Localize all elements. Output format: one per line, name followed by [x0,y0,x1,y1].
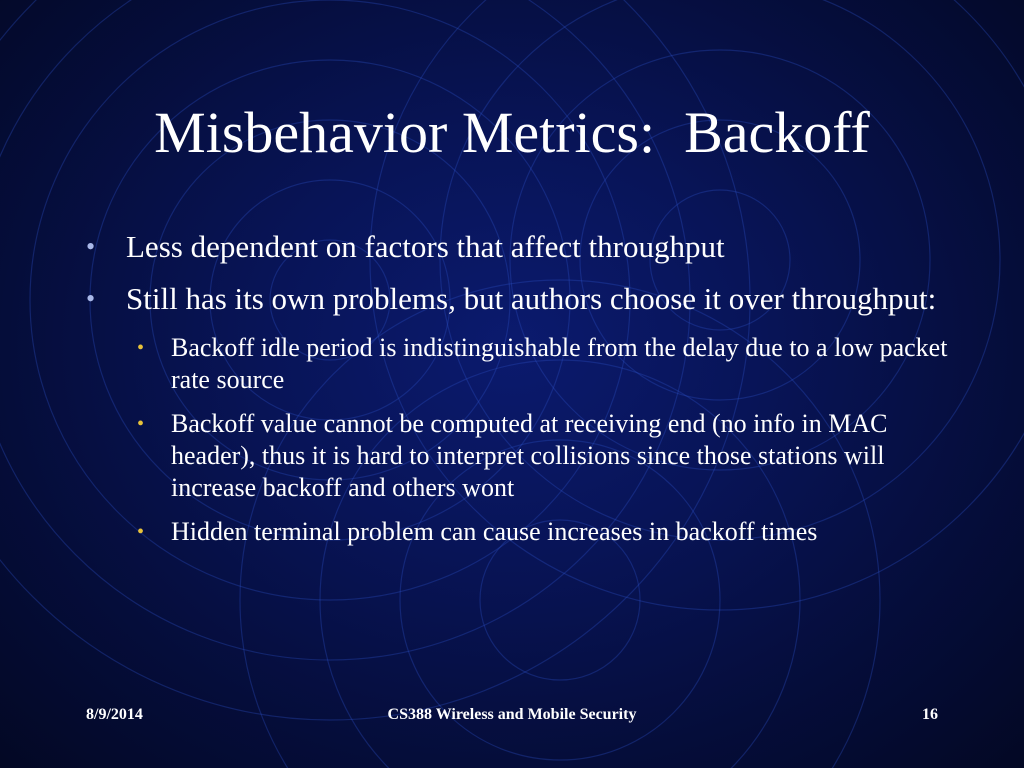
bullet-item [86,228,956,266]
subbullet-dot-icon: • [137,521,145,543]
subbullet-item [130,332,956,396]
bullet-item [86,280,956,318]
subbullet-text: Backoff value cannot be computed at receiving end (no info in MAC header), thus it is hard to interpret collisions since those stations will increase backoff and others wont [171,409,888,502]
bullet-text: Still has its own problems, but authors choose it over throughput: [126,281,937,316]
footer-page-number: 16 [922,706,938,723]
bullet-dot-icon: • [86,232,96,261]
subbullet-item [130,516,956,548]
subbullet-text: Backoff idle period is indistinguishable from the delay due to a low packet rate source [171,333,948,394]
bullet-dot-icon: • [86,284,96,313]
footer-course-title: CS388 Wireless and Mobile Security [387,706,637,723]
subbullet-dot-icon: • [137,413,145,435]
subbullet-text: Hidden terminal problem can cause increases in backoff times [171,517,818,546]
footer-date: 8/9/2014 [86,706,143,723]
slide-body [86,228,956,560]
slide-title: Misbehavior Metrics: Backoff [154,100,870,165]
subbullet-dot-icon: • [137,337,145,359]
bullet-text: Less dependent on factors that affect throughput [126,229,725,264]
subbullet-item [130,408,956,504]
